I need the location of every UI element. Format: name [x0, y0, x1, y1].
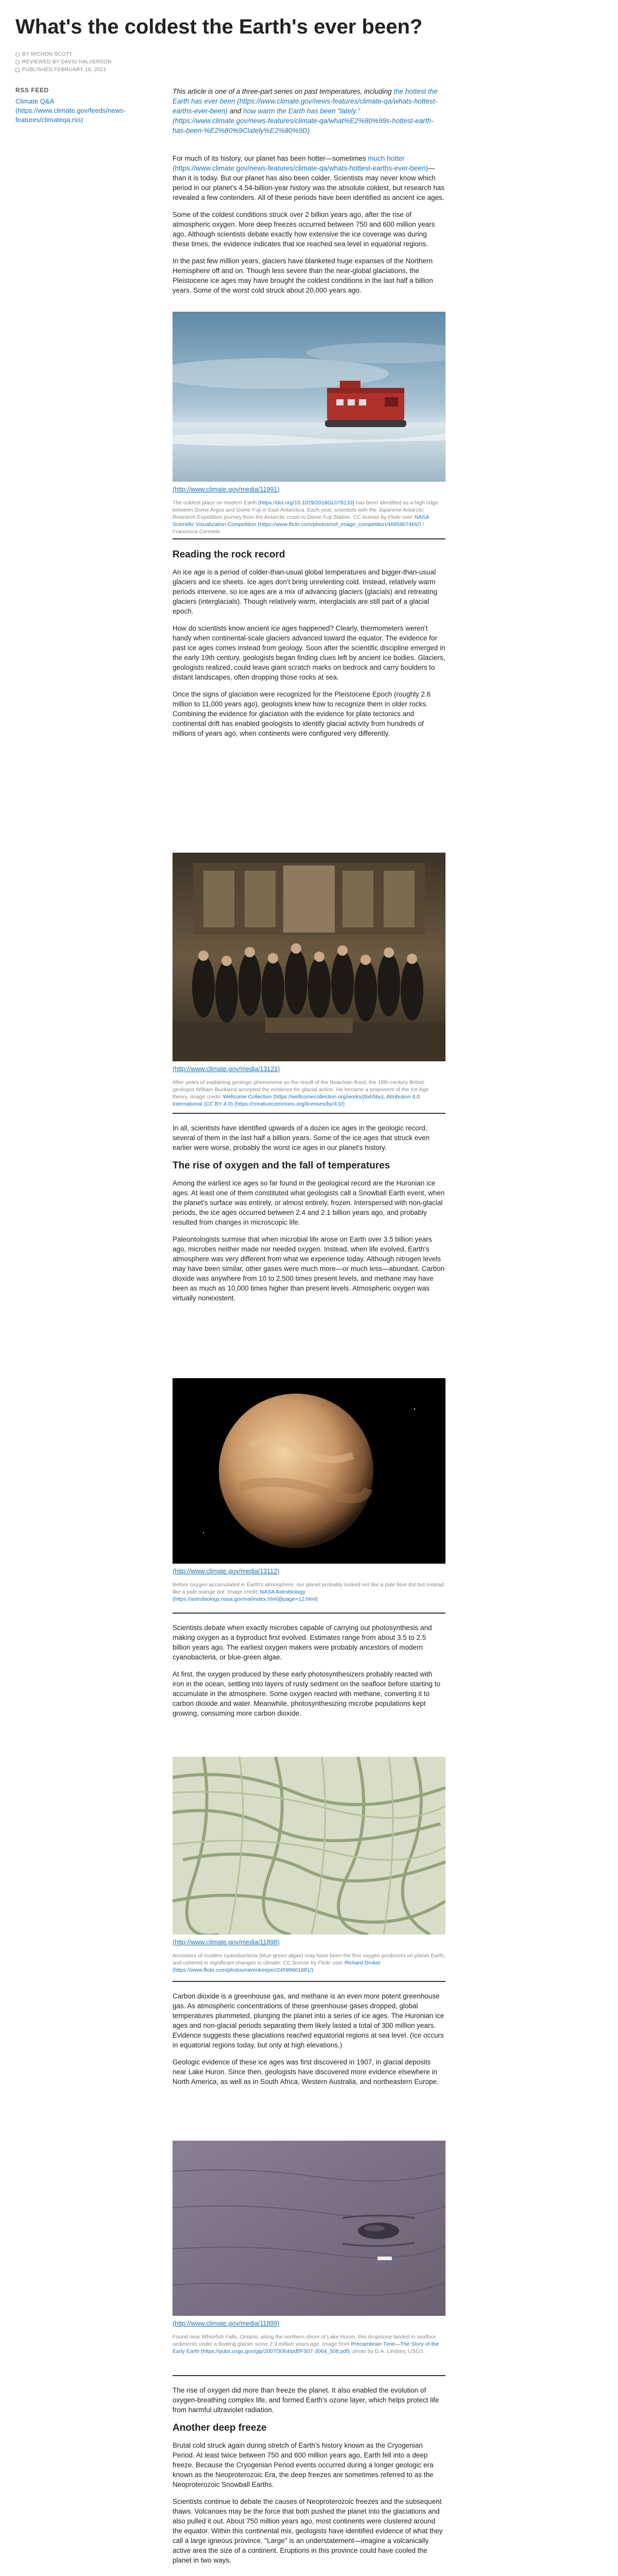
- usgs-precambrian-link[interactable]: Precambrian Time—The Story of the Early Earth (https://pubs.usgs.gov/gip/2007/3064/pdf/FS07-3064_508.pdf): [173, 2341, 439, 2354]
- figure-1-media-link[interactable]: (http://www.climate.gov/media/11991): [173, 486, 280, 493]
- sidebar: [15, 87, 134, 125]
- hottest-earth-link[interactable]: the hottest the Earth has ever been (https://www.climate.gov/news-features/climate-qa/whats-hottest-earths-ever-been): [173, 88, 438, 115]
- figure-geologists-painting: [173, 853, 445, 1114]
- section-divider: [173, 538, 445, 539]
- paragraph: Some of the coldest conditions struck over 2 billion years ago, after the rise of atmospheric oxygen. More deep freezes occurred between 750 and 600 million years ago. Although scientists debate exactly how extensive the ice coverage was during these times, the evidence indicates that ice reached sea level in equatorial regions.: [173, 211, 435, 248]
- paragraph: Scientists debate when exactly microbes capable of carrying out photosynthesis and making oxygen as a byproduct first evolved. Estimates range from about 3.5 to 2.5 billion years ago. The earliest oxygen makers were probably ancestors of modern cyanobacteria, or blue-green algae.: [173, 1624, 432, 1661]
- paragraph: Geologic evidence of these ice ages was first discovered in 1907, in glacial deposits near Lake Huron. Since then, geologists have discovered more evidence elsewhere in North America, as well as in South Africa, Western Australia, and northeastern Europe.: [173, 2058, 439, 2086]
- paragraph: In all, scientists have identified upwards of a dozen ice ages in the geologic record, several of them in the last half a billion years. Some of the ice ages that struck even earlier were worse, probably the worst ice ages in our planet's history.: [173, 1124, 430, 1151]
- section-divider: [173, 2375, 445, 2376]
- paragraph: An ice age is a period of colder-than-usual global temperatures and bigger-than-usual glaciers and ice sheets. Ice ages don't bring unrelenting cold. Instead, relatively warm periods intervene, so ice ages are a mix of advancing glaciers (glacials) and retreating glaciers (interglacials). Though relatively warm, interglacials are still part of a glacial epoch.: [173, 568, 438, 615]
- orange-planet-image[interactable]: [173, 1378, 445, 1564]
- author-icon: [15, 53, 20, 57]
- warm-lately-link[interactable]: how warm the Earth has been "lately." (https://www.climate.gov/news-features/climate-qa/what%E2%80%99s-hottest-earth-has-been-%E2%80%9Clately%E2%80%9D): [173, 107, 434, 134]
- article-section-3: [173, 1113, 445, 1310]
- series-intro: This article is one of a three-part series on past temperatures, including the hottest the Earth has ever been (https://www.climate.gov/news-features/climate-qa/whats-hottest-earths-ever-been) and how warm the Earth has been "lately." (https://www.climate.gov/news-features/climate-qa/what%E2%80%99s-hottest-earth-has-been-%E2%80%9Clately%E2%80%9D): [173, 88, 438, 134]
- rss-feed-link[interactable]: Climate Q&A (https://www.climate.gov/feeds/news-features/climateqa.rss): [15, 97, 126, 124]
- figure-5-media-link[interactable]: (http://www.climate.gov/media/11899): [173, 2320, 280, 2327]
- cyanobacteria-image[interactable]: [173, 1757, 445, 1935]
- byline-date: PUBLISHED FEBRUARY 18, 2021: [22, 67, 107, 73]
- figure-cyanobacteria: [173, 1757, 445, 1980]
- figure-3-media-link[interactable]: (http://www.climate.gov/media/13112): [173, 1568, 280, 1575]
- paragraph: Among the earliest ice ages so far found in the geological record are the Huronian ice ages. At least one of them constituted what geologists call a Snowball Earth event, when the planet's surface was entirely, or almost entirely, frozen. Interspersed with non-glacial periods, the ice ages occurred between 2.4 and 2.1 billion years ago, and probably resulted from changes in microscopic life.: [173, 1179, 445, 1226]
- paragraph: The rise of oxygen did more than freeze the planet. It also enabled the evolution of oxygen-breathing complex life, and formed Earth's ozone layer, which helps protect life from harmful ultraviolet radiation.: [173, 2386, 439, 2414]
- article-section-2: [173, 538, 445, 745]
- rss-feed-title: RSS FEED: [15, 87, 49, 94]
- paragraph: At first, the oxygen produced by these early photosynthesizers probably reacted with iron in the ocean, settling into layers of rusty sediment on the seafloor before starting to accumulate in the atmosphere. Some oxygen reacted with methane, converting it to carbon dioxide and water. Meanwhile, photosynthesizing microbe populations kept growing, consuming more carbon dioxide.: [173, 1670, 441, 1717]
- byline-reviewer: REVIEWED BY DAVID HALVERSON: [22, 59, 112, 65]
- figure-dropstone: [173, 2141, 445, 2361]
- figure-2-caption: After years of explaining geologic phenomena as the result of the Noachian flood, the 19th-century British geologist William Buckland accepted the evidence for glacial action. He became a proponent of the Ice Age theory. Image credit: Wellcome Collection (https://wellcomecollection.org/works/j9xh5bu), Attribution 4.0 International (CC BY 4.0) (https://creativecommons.org/licenses/by/4.0/): [173, 1079, 429, 1107]
- figure-5-caption: Found near Whitefish Falls, Ontario, along the northern shore of Lake Huron, this dropstone landed in seafloor sediments under a floating glacier some 2.3 million years ago. Image from Precambrian Time—The Story of the Early Earth (https://pubs.usgs.gov/gip/2007/3064/pdf/FS07-3064_508.pdf), photo by D.A. Lindsey, USGS.: [173, 2334, 439, 2354]
- article-intro: [173, 87, 445, 143]
- figure-orange-planet: [173, 1378, 445, 1609]
- flickr-nsf-link[interactable]: NASA Scientific Visualization Competition (https://www.flickr.com/photos/nsf_image_competition/4665807465/): [173, 514, 429, 528]
- paragraph: Scientists continue to debate the causes of Neoproterozoic freezes and the subsequent thaws. Volcanoes may be the force that both pushed the planet into the glaciations and also pulled it out. About 750 million years ago, most continents were clustered around the equator. Within this continental mix, geologists have identified evidence of what they call a large igneous province. "Large" is an understatement—imagine a volcanically active area the size of a continent. Eruptions in this province could have cooled the planet in two ways.: [173, 2498, 443, 2564]
- paragraph: Carbon dioxide is a greenhouse gas, and methane is an even more potent greenhouse gas. As atmospheric concentrations of these greenhouse gases dropped, global temperatures plummeted, plunging the planet into a series of ice ages. The Huronian ice ages and non-glacial periods separating them likely lasted a total of 300 million years. Evidence suggests these glaciations reached equatorial regions at sea level. (Ice occurs in equatorial regions today, but only at high elevations.): [173, 1992, 444, 2049]
- page-title: What's the coldest the Earth's ever been?: [15, 15, 423, 38]
- section-heading-another-deep-freeze: Another deep freeze: [173, 2422, 267, 2433]
- article-section-1: [173, 154, 445, 302]
- paragraph: Paleontologists surmise that when microbial life arose on Earth over 3.5 billion years ago, microbes neither made nor needed oxygen. Instead, when life evolved, Earth's atmosphere was very different from what we experience today. Although nitrogen levels may have been similar, other gases were much more—or much less—abundant. Carbon dioxide was anywhere from 10 to 2,500 times present levels, and methane may have been as much as 10,000 times higher than present levels. Atmospheric oxygen was virtually nonexistent.: [173, 1235, 445, 1302]
- coldest-place-doi-link[interactable]: (https://doi.org/10.1029/2018GL078133): [258, 500, 355, 506]
- wellcome-collection-link[interactable]: Wellcome Collection (https://wellcomecollection.org/works/j9xh5bu), Attribution 4.0 International (CC BY 4.0) (https://creativecommons.org/licenses/by/4.0/): [173, 1094, 420, 1107]
- paragraph: How do scientists know ancient ice ages happened? Clearly, thermometers weren't handy when continental-scale glaciers advanced toward the equator. The evidence for past ice ages comes instead from geology. Soon after the scientific discipline emerged in the early 19th century, geologists began finding clues left by ancient ice bodies. Glaciers, geologists realized, could leave giant scratch marks on bedrock and carry boulders to distant landscapes, often dropping those rocks at sea.: [173, 624, 445, 681]
- figure-2-media-link[interactable]: (http://www.climate.gov/media/13121): [173, 1065, 280, 1073]
- calendar-icon: [15, 68, 20, 72]
- figure-4-caption: Ancestors of modern cyanobacteria (blue-green algae) may have been the first oxygen producers on planet Earth, and ushered in significant changes in climate. CC license by Flickr user Richard Droker (https://www.flickr.com/photos/ravenkeeper/24599661881/): [173, 1953, 445, 1973]
- byline-author: BY MICHON SCOTT: [22, 52, 73, 57]
- section-heading-rock-record: Reading the rock record: [173, 549, 285, 560]
- paragraph: Once the signs of glaciation were recognized for the Pleistocene Epoch (roughly 2.6 million to 11,000 years ago), geologists knew how to recognize them in older rocks. Combining the evidence for glaciation with the evidence for plate tectonics and continental drift has enabled geologists to identify glacial activity from hundreds of millions of years ago, when continents were configured very differently.: [173, 690, 431, 737]
- section-divider: [173, 1113, 445, 1114]
- geologists-painting-image[interactable]: [173, 853, 445, 1061]
- richard-droker-link[interactable]: Richard Droker (https://www.flickr.com/photos/ravenkeeper/24599661881/): [173, 1960, 381, 1973]
- figure-3-caption: Before oxygen accumulated in Earth's atmosphere, our planet probably looked not like a pale blue dot but instead like a pale orange dot. Image credit: NASA Astrobiology (https://astrobiology.nasa.gov/nai/index.html@page=12.html): [173, 1582, 444, 1602]
- article-section-6: [173, 2375, 445, 2572]
- article-section-5: [173, 1981, 445, 2094]
- paragraph: In the past few million years, glaciers have blanketed huge expanses of the Northern Hemisphere off and on. Though less severe than the near-global glaciations, the Pleistocene ice ages may have brought the coldest conditions in the last half a billion years. Some of the worst cold struck about 20,000 years ago.: [173, 257, 433, 294]
- paragraph: For much of its history, our planet has been hotter—sometimes much hotter (https://www.climate.gov/news-features/climate-qa/whats-hottest-earths-ever-been)—than it is today. But our planet has also been colder. Scientists may never know which period in our planet's 4.54-billion-year history was the absolute coldest, but research has revealed a few contenders. All of these periods have been identified as ancient ice ages.: [173, 155, 444, 201]
- much-hotter-link[interactable]: much hotter (https://www.climate.gov/news-features/climate-qa/whats-hottest-earths-ever-been): [173, 155, 428, 172]
- article-section-4: [173, 1613, 445, 1725]
- section-divider: [173, 1613, 445, 1614]
- figure-4-media-link[interactable]: (http://www.climate.gov/media/11898): [173, 1939, 280, 1946]
- antarctic-vehicle-image[interactable]: [173, 312, 445, 482]
- section-divider: [173, 1981, 445, 1982]
- reviewer-icon: [15, 60, 20, 64]
- figure-1-caption: The coldest place on modern Earth (https://doi.org/10.1029/2018GL078133) has been identified as a high ridge between Dome Argus and Dome Fuji in East Antarctica. Each year, scientists with the Japanese Antarctic Research Expedition journey from the Antarctic coast to Dome Fuji Station. CC license by Flickr user NASA Scientific Visualization Competition (https://www.flickr.com/photos/nsf_image_competition/4665807465/) / Francesca Cermela: [173, 500, 439, 535]
- paragraph: Brutal cold struck again during stretch of Earth's history known as the Cryogenian Period. At least twice between 750 and 600 million years ago, Earth fell into a deep freeze. Because the Cryogenian Period events occurred during a longer geologic era known as the Neoproterozoic Era, the deep freezes are sometimes referred to as the Neoproterozoic Snowball Earths.: [173, 2442, 434, 2488]
- byline: [15, 50, 112, 74]
- dropstone-image[interactable]: [173, 2141, 445, 2316]
- section-heading-rise-of-oxygen: The rise of oxygen and the fall of temperatures: [173, 1160, 390, 1171]
- nasa-astrobiology-link[interactable]: NASA Astrobiology (https://astrobiology.nasa.gov/nai/index.html@page=12.html): [173, 1589, 318, 1602]
- figure-antarctic-vehicle: [173, 312, 445, 541]
